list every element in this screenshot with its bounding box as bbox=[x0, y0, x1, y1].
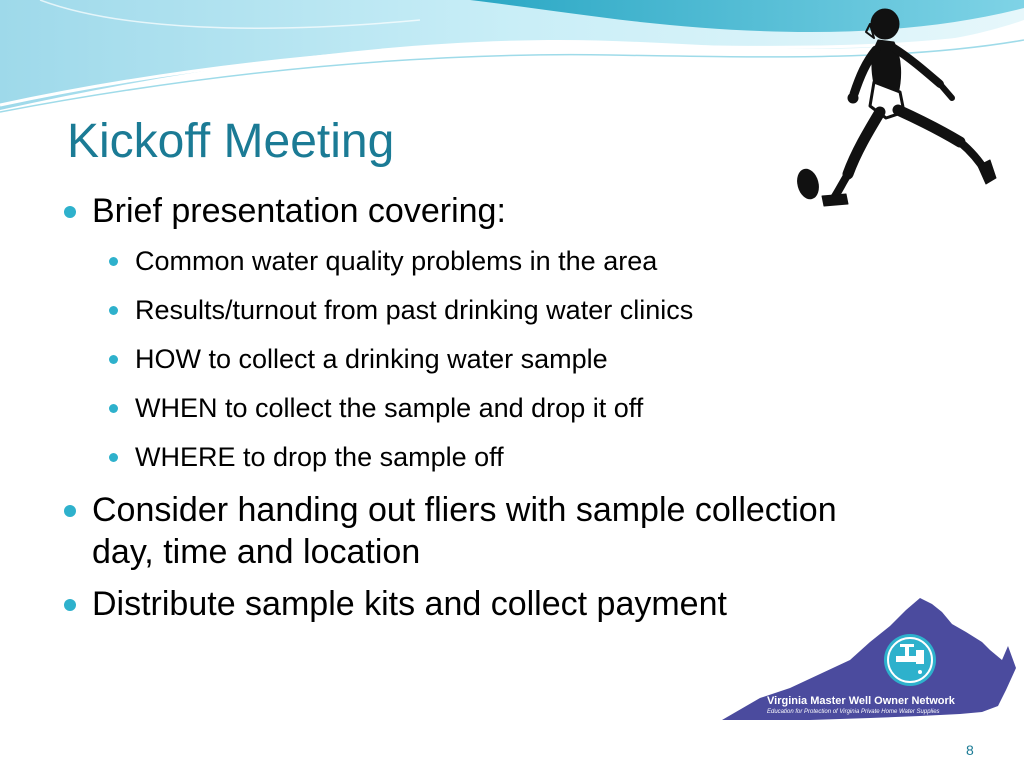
page-number: 8 bbox=[966, 742, 974, 758]
bullet-text: Distribute sample kits and collect payment bbox=[92, 585, 727, 623]
bullet-dot-icon bbox=[64, 505, 76, 517]
bullet-dot-icon bbox=[109, 453, 118, 462]
slide-title: Kickoff Meeting bbox=[67, 115, 395, 168]
bullet-dot-icon bbox=[64, 206, 76, 218]
bullet-item bbox=[62, 489, 852, 573]
sub-bullet-item bbox=[92, 244, 852, 278]
bullet-text: Consider handing out fliers with sample collection day, time and location bbox=[92, 491, 837, 571]
bullet-dot-icon bbox=[109, 257, 118, 266]
sub-bullet-text: WHERE to drop the sample off bbox=[135, 442, 504, 472]
sub-bullet-item bbox=[92, 342, 852, 376]
bullet-list bbox=[62, 190, 852, 635]
bullet-dot-icon bbox=[109, 355, 118, 364]
bullet-dot-icon bbox=[109, 306, 118, 315]
sub-bullet-item bbox=[92, 391, 852, 425]
sub-bullet-item bbox=[92, 440, 852, 474]
sub-bullet-list bbox=[92, 244, 852, 474]
bullet-dot-icon bbox=[64, 599, 76, 611]
sub-bullet-item bbox=[92, 293, 852, 327]
sub-bullet-text: Common water quality problems in the area bbox=[135, 246, 658, 276]
sub-bullet-text: Results/turnout from past drinking water clinics bbox=[135, 295, 694, 325]
sub-bullet-text: HOW to collect a drinking water sample bbox=[135, 344, 608, 374]
bullet-text: Brief presentation covering: bbox=[92, 192, 506, 230]
logo-name: Virginia Master Well Owner Network bbox=[767, 695, 955, 707]
bullet-item bbox=[62, 190, 852, 474]
bullet-dot-icon bbox=[109, 404, 118, 413]
football-kicker-icon bbox=[790, 2, 1005, 212]
sub-bullet-text: WHEN to collect the sample and drop it off bbox=[135, 393, 644, 423]
logo-tagline: Education for Protection of Virginia Private Home Water Supplies bbox=[767, 709, 940, 715]
